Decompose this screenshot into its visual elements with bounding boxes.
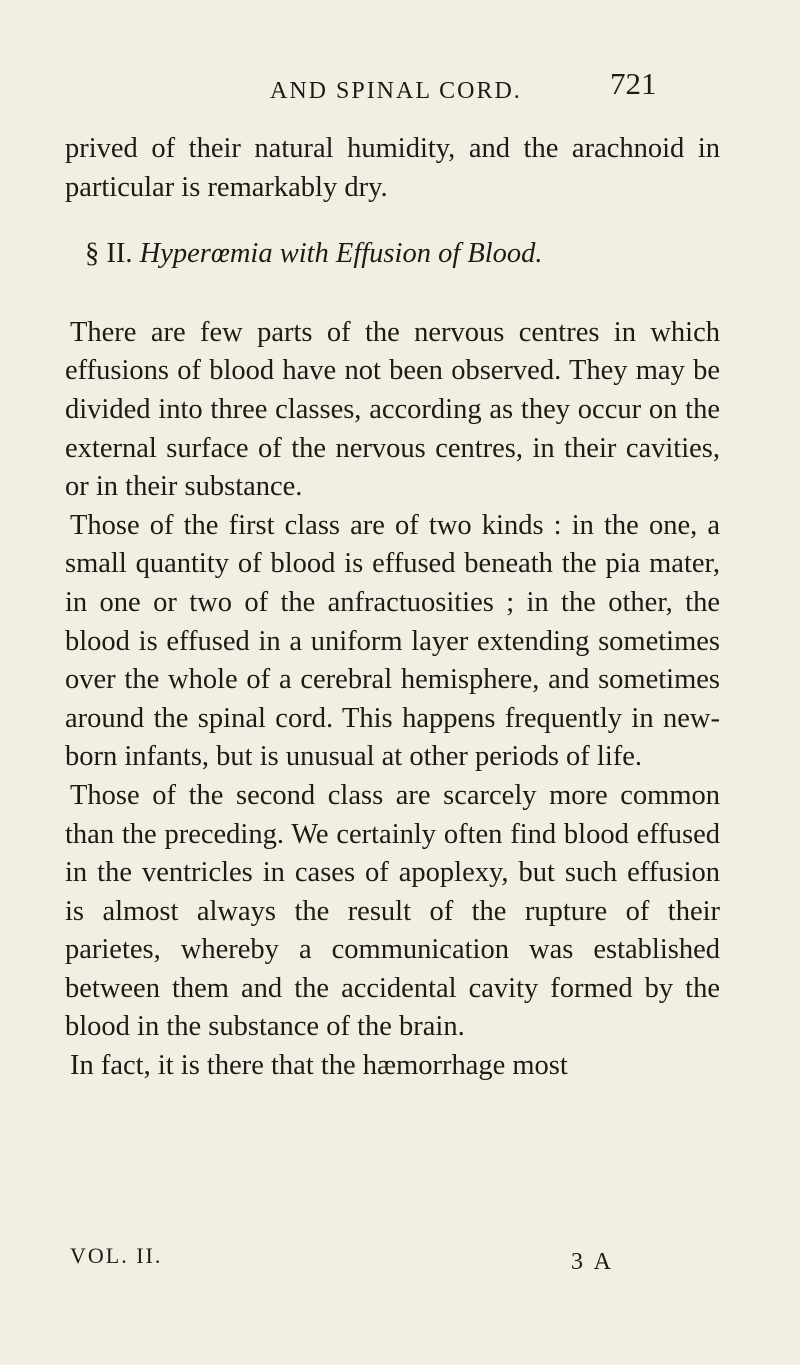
section-mark: § II. [85, 238, 133, 270]
signature-mark: 3 A [571, 1249, 615, 1275]
section-title: Hyperœmia with Effusion of Blood. [139, 238, 543, 270]
page-footer [70, 1243, 690, 1279]
section-heading [65, 235, 720, 274]
page-header [0, 66, 800, 106]
paragraph-intro: prived of their natural humidity, and the arachnoid in particular is remarkably dry. [65, 133, 720, 203]
page-number: 721 [610, 66, 657, 101]
paragraph-1: There are few parts of the nervous centres in which effusions of blood have not been observed. They may be divided into three classes, according as they occur on the external surface of the nervous centres, in their cavities, or in their substance. [65, 316, 720, 503]
paragraph-3: Those of the second class are scarcely more common than the preceding. We certainly often find blood effused in the ventricles in cases of apoplexy, but such effusion is almost always the result of the rupture of their parietes, whereby a communication was established between them and the accidental cavity formed by the blood in the substance of the brain. [65, 779, 720, 1043]
running-head: AND SPINAL CORD. [270, 78, 522, 104]
body-text [65, 130, 720, 1086]
volume-label: VOL. II. [70, 1243, 163, 1268]
paragraph-4: In fact, it is there that the hæmorrhage most [70, 1050, 568, 1082]
paragraph-2: Those of the first class are of two kinds : in the one, a small quantity of blood is effused beneath the pia mater, in one or two of the anfractuosities ; in the other, the blood is effused in a uniform layer extending sometimes over the whole of a cerebral hemisphere, and sometimes around the spinal cord. This happens frequently in new-born infants, but is unusual at other periods of life. [65, 509, 720, 773]
